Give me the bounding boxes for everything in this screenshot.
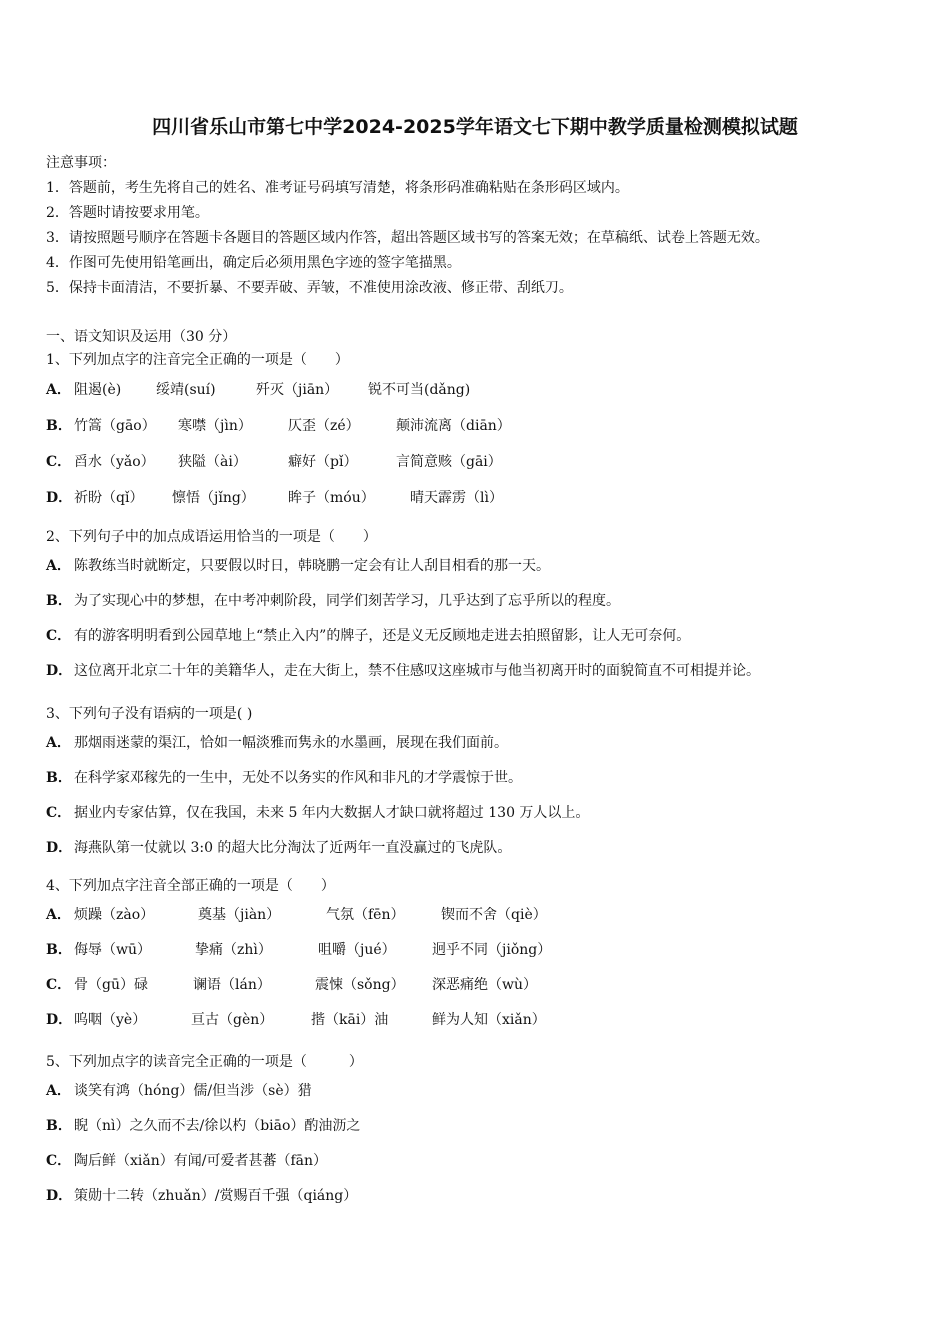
option-text: 有的游客明明看到公园草地上“禁止入内”的牌子，还是义无反顾地走进去拍照留影，让人无可奈何。 [74, 628, 691, 644]
notice-item: 3．请按照题号顺序在答题卡各题目的答题区域内作答，超出答题区域书写的答案无效；在草稿纸、试卷上答题无效。 [46, 230, 769, 246]
option-c [46, 444, 926, 480]
option-item: 呜咽（yè） [74, 1012, 147, 1028]
option-a [46, 898, 926, 933]
option-label: D． [46, 663, 73, 679]
option-c [46, 1144, 926, 1179]
option-label: C． [46, 805, 72, 821]
option-item: 竹篙（gāo） [74, 418, 156, 434]
option-item: 仄歪（zé） [288, 418, 360, 434]
option-text: 陈教练当时就断定，只要假以时日，韩晓鹏一定会有让人刮目相看的那一天。 [74, 558, 550, 574]
option-b [46, 408, 926, 444]
option-label: A． [46, 558, 71, 574]
option-item: 骨（gū）碌 [74, 977, 148, 993]
option-label: A． [46, 382, 71, 398]
option-label: B． [46, 418, 72, 434]
option-item: 颠沛流离（diān） [396, 418, 511, 434]
option-label: A． [46, 735, 71, 751]
option-d [46, 831, 926, 866]
option-a [46, 372, 926, 408]
question-stem: 5、下列加点字的读音完全正确的一项是（ ） [46, 1054, 363, 1070]
option-item: 言简意赅（gāi） [396, 454, 502, 470]
question-stem: 3、下列句子没有语病的一项是( ) [46, 706, 253, 722]
section-heading-block [46, 326, 926, 348]
question-stem: 4、下列加点字注音全部正确的一项是（ ） [46, 878, 335, 894]
question-1 [46, 348, 926, 516]
page-title: 四川省乐山市第七中学2024-2025学年语文七下期中教学质量检测模拟试题 [152, 116, 798, 138]
option-text: 在科学家邓稼先的一生中，无处不以务实的作风和非凡的才学震惊于世。 [74, 770, 522, 786]
option-item: 谰语（lán） [193, 977, 271, 993]
option-item: 锐不可当(dǎng) [368, 382, 471, 398]
option-a [46, 549, 926, 584]
option-item: 咀嚼（jué） [318, 942, 396, 958]
option-a [46, 726, 926, 761]
option-label: B． [46, 593, 72, 609]
option-label: B． [46, 1118, 72, 1134]
option-label: C． [46, 977, 72, 993]
option-item: 震悚（sǒng） [315, 977, 405, 993]
option-c [46, 796, 926, 831]
notice-block [46, 151, 926, 301]
option-item: 绥靖(suí) [156, 382, 216, 398]
option-item: 癖好（pǐ） [288, 454, 358, 470]
notice-item: 5．保持卡面清洁，不要折暴、不要弄破、弄皱，不准使用涂改液、修正带、刮纸刀。 [46, 280, 573, 296]
option-item: 迥乎不同（jiǒng） [432, 942, 552, 958]
option-d [46, 1179, 926, 1214]
option-text: 这位离开北京二十年的美籍华人，走在大街上，禁不住感叹这座城市与他当初离开时的面貌简直不可相提并论。 [74, 663, 760, 679]
option-label: C． [46, 1153, 72, 1169]
option-c [46, 968, 926, 1003]
option-text: 策勋十二转（zhuǎn）/赏赐百千强（qiáng） [74, 1188, 358, 1204]
option-b [46, 761, 926, 796]
option-c [46, 619, 926, 654]
option-text: 陶后鲜（xiǎn）有闻/可爱者甚蕃（fān） [74, 1153, 327, 1169]
option-d [46, 1003, 926, 1038]
option-item: 锲而不舍（qiè） [441, 907, 547, 923]
question-2 [46, 525, 926, 689]
option-item: 祈盼（qǐ） [74, 490, 144, 506]
option-label: C． [46, 628, 72, 644]
option-label: A． [46, 1083, 71, 1099]
question-stem: 2、下列句子中的加点成语运用恰当的一项是（ ） [46, 529, 377, 545]
option-text: 那烟雨迷蒙的渠江，恰如一幅淡雅而隽永的水墨画，展现在我们面前。 [74, 735, 508, 751]
notice-item: 1．答题前，考生先将自己的姓名、准考证号码填写清楚，将条形码准确粘贴在条形码区域内。 [46, 180, 629, 196]
option-label: D． [46, 1012, 73, 1028]
option-text: 海燕队第一仗就以 3:0 的超大比分淘汰了近两年一直没赢过的飞虎队。 [74, 840, 512, 856]
section-heading: 一、语文知识及运用（30 分） [46, 329, 237, 345]
option-item: 寒噤（jìn） [178, 418, 252, 434]
option-item: 晴天霹雳（lì） [410, 490, 503, 506]
notice-item: 2．答题时请按要求用笔。 [46, 205, 209, 221]
option-label: D． [46, 840, 73, 856]
option-item: 鲜为人知（xiǎn） [432, 1012, 546, 1028]
option-b [46, 1109, 926, 1144]
option-item: 奠基（jiàn） [198, 907, 281, 923]
question-3 [46, 702, 926, 866]
option-label: D． [46, 490, 73, 506]
option-item: 深恶痛绝（wù） [432, 977, 537, 993]
option-text: 为了实现心中的梦想，在中考冲刺阶段，同学们刻苦学习，几乎达到了忘乎所以的程度。 [74, 593, 620, 609]
option-item: 侮辱（wū） [74, 942, 151, 958]
option-b [46, 584, 926, 619]
option-label: A． [46, 907, 71, 923]
notice-item: 4．作图可先使用铅笔画出，确定后必须用黑色字迹的签字笔描黑。 [46, 255, 461, 271]
option-item: 歼灭（jiān） [256, 382, 339, 398]
option-item: 揩（kāi）油 [311, 1012, 389, 1028]
option-item: 狭隘（ài） [178, 454, 247, 470]
option-d [46, 654, 926, 689]
question-4 [46, 874, 926, 1038]
option-text: 据业内专家估算，仅在我国，未来 5 年内大数据人才缺口就将超过 130 万人以上。 [74, 805, 590, 821]
option-item: 烦躁（zào） [74, 907, 155, 923]
option-item: 挚痛（zhì） [195, 942, 272, 958]
option-d [46, 480, 926, 516]
option-a [46, 1074, 926, 1109]
option-label: D． [46, 1188, 73, 1204]
option-text: 谈笑有鸿（hóng）儒/但当涉（sè）猎 [74, 1083, 312, 1099]
option-label: B． [46, 770, 72, 786]
option-text: 睨（nì）之久而不去/徐以杓（biāo）酌油沥之 [74, 1118, 361, 1134]
option-item: 舀水（yǎo） [74, 454, 155, 470]
notice-heading: 注意事项： [46, 155, 116, 171]
option-item: 眸子（móu） [288, 490, 375, 506]
option-item: 阻遏(è) [74, 382, 122, 398]
question-stem: 1、下列加点字的注音完全正确的一项是（ ） [46, 352, 349, 368]
option-b [46, 933, 926, 968]
option-item: 亘古（gèn） [191, 1012, 274, 1028]
option-item: 懔悟（jǐng） [172, 490, 255, 506]
option-label: C． [46, 454, 72, 470]
question-5 [46, 1050, 926, 1214]
option-item: 气氛（fēn） [326, 907, 405, 923]
option-label: B． [46, 942, 72, 958]
